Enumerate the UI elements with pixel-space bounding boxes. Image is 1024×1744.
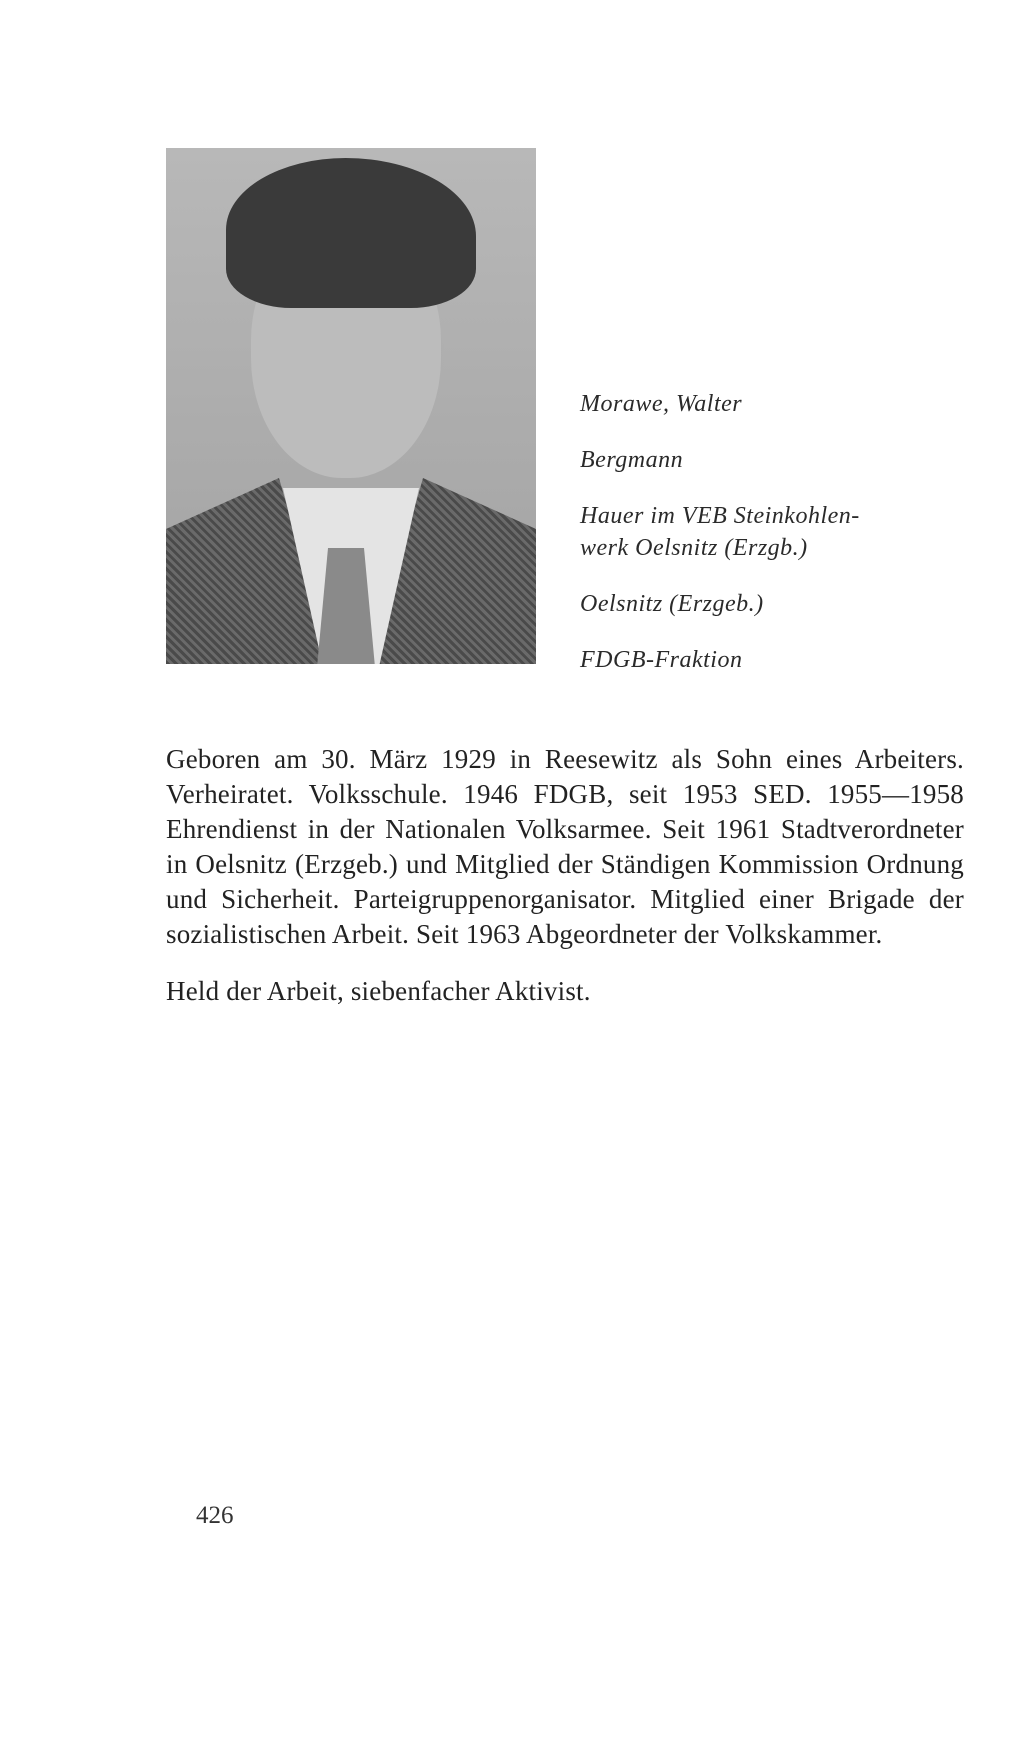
profile-faction: FDGB-Fraktion xyxy=(580,647,743,673)
profile-name: Morawe, Walter xyxy=(580,391,743,417)
portrait-hair xyxy=(226,158,476,308)
portrait-photo xyxy=(166,148,536,664)
profile-residence: Oelsnitz (Erzgeb.) xyxy=(580,591,764,617)
profile-position-line2: werk Oelsnitz (Erzgb.) xyxy=(580,535,808,561)
biography-text: Geboren am 30. März 1929 in Reesewitz als Sohn eines Arbeiters. Verheiratet. Volksschule. 1946 FDGB, seit 1953 SED. 1955—1958 Ehrendienst in der Nationalen Volksarmee. Seit 1961 Stadtverordneter in Oelsnitz (Erzgeb.) und Mitglied der Ständigen Kommission Ordnung und Sicherheit. Parteigruppenorganisator. Mitglied einer Brigade der sozialistischen Arbeit. Seit 1963 Abgeordneter der Volkskammer. xyxy=(166,744,964,949)
profile-details xyxy=(580,388,980,676)
biography-section xyxy=(166,742,964,1009)
profile-position-line1: Hauer im VEB Steinkohlen- xyxy=(580,503,860,529)
profile-profession: Bergmann xyxy=(580,447,684,473)
biography-honors: Held der Arbeit, siebenfacher Aktivist. xyxy=(166,976,591,1006)
page-number: 426 xyxy=(196,1502,234,1529)
